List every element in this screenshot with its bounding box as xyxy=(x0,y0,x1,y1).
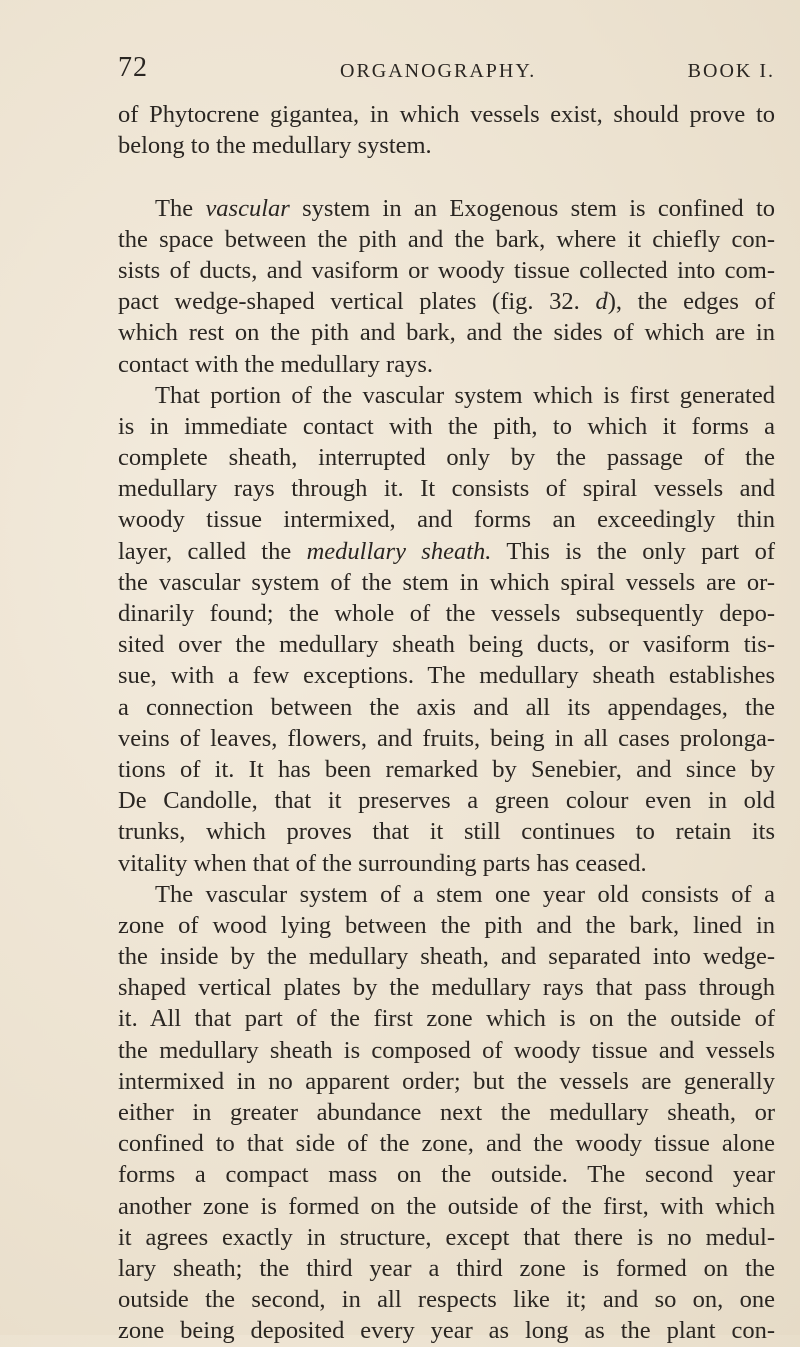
text-line: layer, called the medullary sheath. This is the only part of xyxy=(118,537,775,565)
text-line: The vascular system in an Exogenous stem is confined to xyxy=(155,194,776,222)
running-title: ORGANOGRAPHY. xyxy=(340,60,537,82)
text-line: sists of ducts, and vasiform or woody tissue collected into com- xyxy=(118,256,775,284)
text-line: it. All that part of the first zone which is on the outside of xyxy=(118,1005,775,1033)
text-line: zone being deposited every year as long as the plant con- xyxy=(118,1317,775,1345)
text-line: of Phytocrene gigantea, in which vessels exist, should prove to xyxy=(118,101,775,128)
page-number: 72 xyxy=(118,52,148,83)
text-line: the medullary sheath is composed of woody tissue and vessels xyxy=(118,1036,775,1064)
text-line: belong to the medullary system. xyxy=(118,132,432,160)
text-line: contact with the medullary rays. xyxy=(118,350,433,378)
text-line: zone of wood lying between the pith and the bark, lined in xyxy=(118,911,775,939)
text-line: veins of leaves, flowers, and fruits, being in all cases prolonga- xyxy=(118,724,775,752)
text-line: De Candolle, that it preserves a green colour even in old xyxy=(118,787,775,815)
book-label: BOOK I. xyxy=(687,60,775,82)
text-line: it agrees exactly in structure, except that there is no medul- xyxy=(118,1223,775,1251)
text-line: trunks, which proves that it still continues to retain its xyxy=(118,818,775,846)
text-line: confined to that side of the zone, and the woody tissue alone xyxy=(118,1130,775,1158)
text-line: sited over the medullary sheath being ducts, or vasiform tis- xyxy=(118,631,775,659)
text-line: forms a compact mass on the outside. The second year xyxy=(118,1161,775,1189)
text-line: shaped vertical plates by the medullary rays that pass through xyxy=(118,974,775,1002)
text-line: That portion of the vascular system which is first generated xyxy=(155,381,775,409)
text-line: another zone is formed on the outside of the first, with which xyxy=(118,1192,775,1220)
text-line: vitality when that of the surrounding parts has ceased. xyxy=(118,849,647,877)
text-line: a connection between the axis and all its appendages, the xyxy=(118,693,775,721)
text-line: pact wedge-shaped vertical plates (fig. 32. d), the edges of xyxy=(118,288,775,316)
text-line: tions of it. It has been remarked by Senebier, and since by xyxy=(118,755,775,783)
text-line: outside the second, in all respects like it; and so on, one xyxy=(118,1286,775,1314)
text-line: either in greater abundance next the medullary sheath, or xyxy=(118,1099,775,1126)
running-header xyxy=(118,52,775,92)
text-line: sue, with a few exceptions. The medullary sheath establishes xyxy=(118,662,775,690)
text-line: the vascular system of the stem in which spiral vessels are or- xyxy=(118,568,775,596)
text-line: which rest on the pith and bark, and the sides of which are in xyxy=(118,319,775,347)
text-line: lary sheath; the third year a third zone is formed on the xyxy=(118,1254,775,1282)
text-line: dinarily found; the whole of the vessels subsequently depo- xyxy=(118,600,775,627)
text-line: complete sheath, interrupted only by the passage of the xyxy=(118,444,775,472)
text-line: medullary rays through it. It consists of spiral vessels and xyxy=(118,475,775,503)
text-line: is in immediate contact with the pith, to which it forms a xyxy=(118,412,775,440)
body-text xyxy=(118,99,775,1347)
text-line: the inside by the medullary sheath, and separated into wedge- xyxy=(118,943,775,971)
text-line: intermixed in no apparent order; but the vessels are generally xyxy=(118,1067,775,1095)
text-line: the space between the pith and the bark, where it chiefly con- xyxy=(118,225,775,253)
text-line: woody tissue intermixed, and forms an exceedingly thin xyxy=(118,506,775,534)
paragraph-gap xyxy=(118,161,775,192)
text-line: The vascular system of a stem one year old consists of a xyxy=(155,880,775,908)
